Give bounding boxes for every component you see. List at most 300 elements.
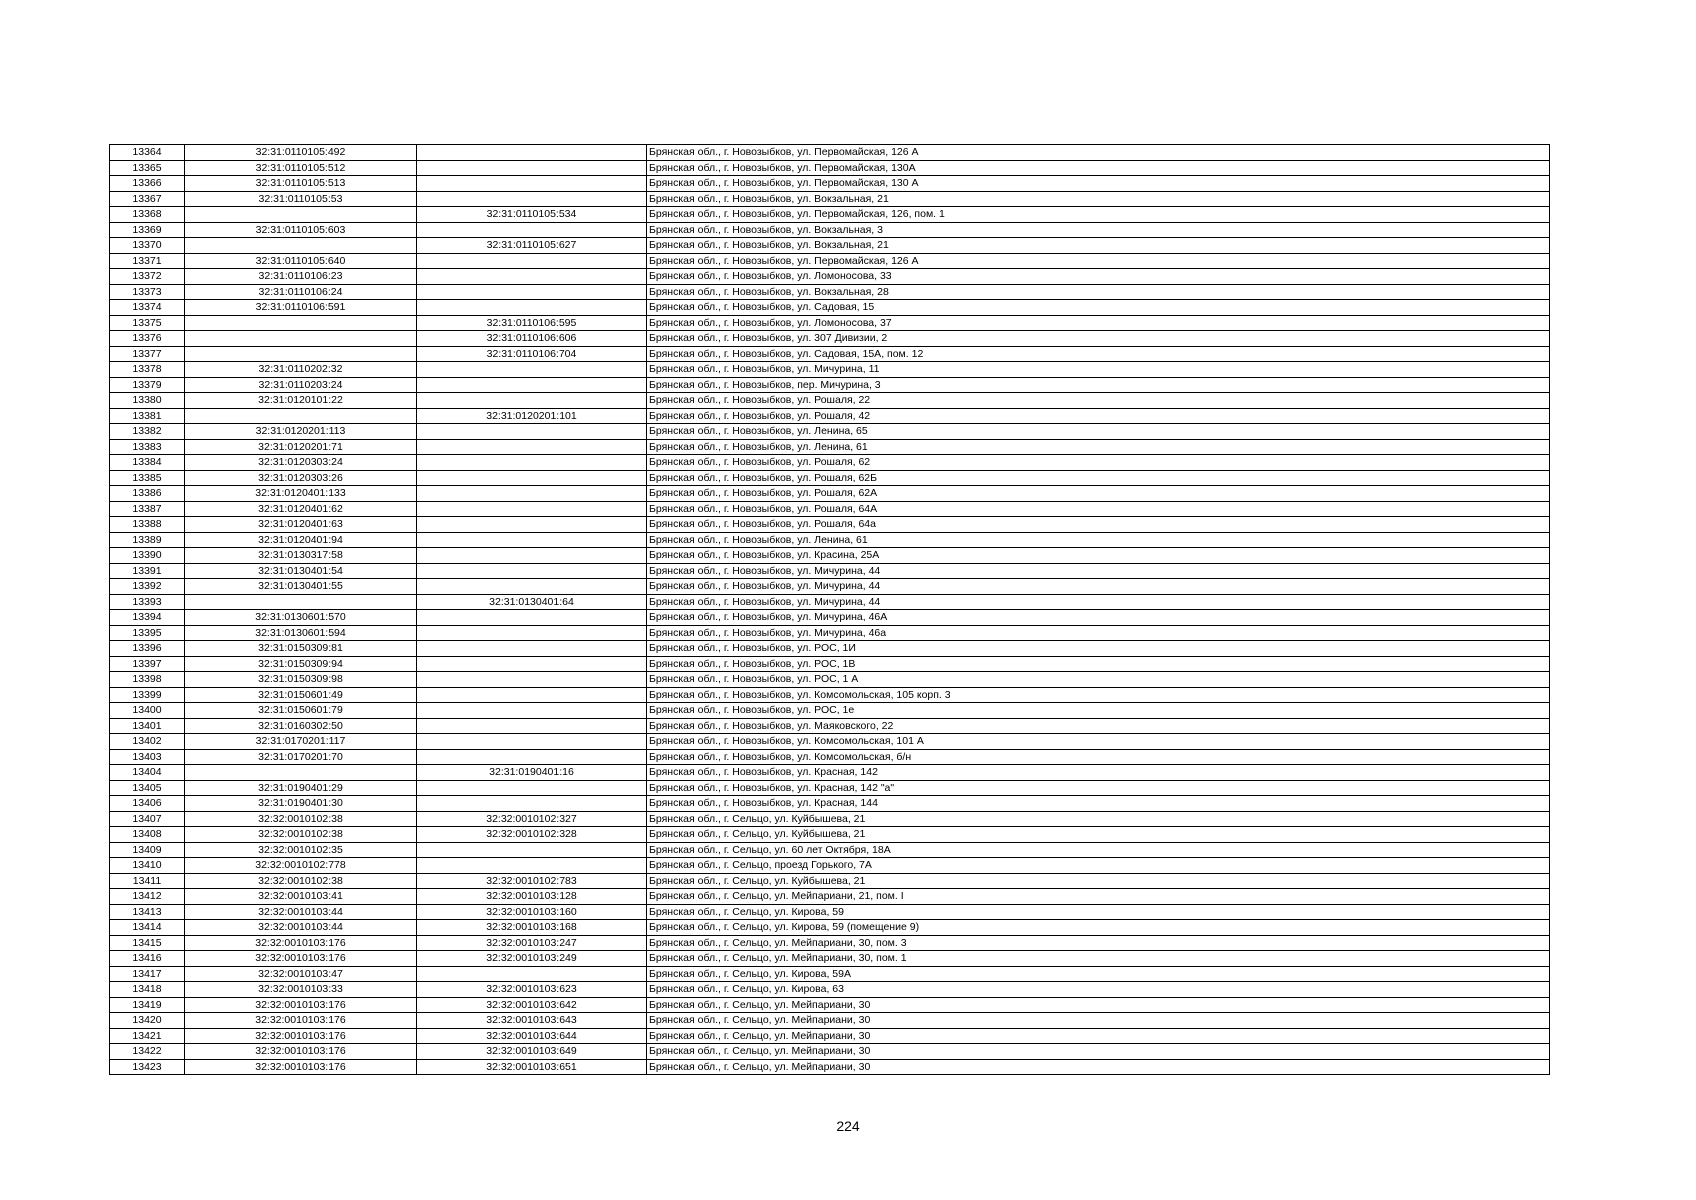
record-number-cell: 13396: [110, 641, 185, 657]
table-row: [110, 346, 1550, 362]
cadastral-number-cell: 32:31:0150309:94: [185, 656, 417, 672]
address-cell: Брянская обл., г. Новозыбков, ул. 307 Дивизии, 2: [647, 331, 1550, 347]
record-number-cell: 13381: [110, 408, 185, 424]
sub-cadastral-number-cell: [417, 300, 647, 316]
record-number-cell: 13370: [110, 238, 185, 254]
sub-cadastral-number-cell: [417, 191, 647, 207]
table-row: [110, 610, 1550, 626]
cadastral-number-cell: [185, 238, 417, 254]
address-cell: Брянская обл., г. Новозыбков, ул. Рошаля, 62: [647, 455, 1550, 471]
record-number-cell: 13423: [110, 1059, 185, 1075]
address-cell: Брянская обл., г. Сельцо, ул. 60 лет Октября, 18А: [647, 842, 1550, 858]
sub-cadastral-number-cell: [417, 176, 647, 192]
record-number-cell: 13390: [110, 548, 185, 564]
cadastral-number-cell: 32:31:0110105:53: [185, 191, 417, 207]
address-cell: Брянская обл., г. Новозыбков, ул. Мичурина, 44: [647, 563, 1550, 579]
address-cell: Брянская обл., г. Новозыбков, пер. Мичурина, 3: [647, 377, 1550, 393]
address-cell: Брянская обл., г. Новозыбков, ул. Ломоносова, 37: [647, 315, 1550, 331]
sub-cadastral-number-cell: 32:32:0010103:649: [417, 1044, 647, 1060]
sub-cadastral-number-cell: [417, 610, 647, 626]
sub-cadastral-number-cell: [417, 734, 647, 750]
address-cell: Брянская обл., г. Новозыбков, ул. Мичурина, 46а: [647, 625, 1550, 641]
table-row: [110, 563, 1550, 579]
address-cell: Брянская обл., г. Сельцо, ул. Мейпариани, 30: [647, 1059, 1550, 1075]
address-cell: Брянская обл., г. Сельцо, проезд Горького, 7А: [647, 858, 1550, 874]
sub-cadastral-number-cell: [417, 966, 647, 982]
record-number-cell: 13386: [110, 486, 185, 502]
cadastral-number-cell: 32:31:0110106:23: [185, 269, 417, 285]
sub-cadastral-number-cell: [417, 362, 647, 378]
cadastral-number-cell: 32:31:0160302:50: [185, 718, 417, 734]
table-row: [110, 393, 1550, 409]
sub-cadastral-number-cell: 32:32:0010103:643: [417, 1013, 647, 1029]
sub-cadastral-number-cell: [417, 269, 647, 285]
table-row: [110, 796, 1550, 812]
cadastral-number-cell: [185, 765, 417, 781]
table-row: [110, 548, 1550, 564]
address-cell: Брянская обл., г. Сельцо, ул. Мейпариани, 30: [647, 997, 1550, 1013]
table-row: [110, 687, 1550, 703]
record-number-cell: 13385: [110, 470, 185, 486]
table-row: [110, 424, 1550, 440]
address-cell: Брянская обл., г. Сельцо, ул. Мейпариани, 30, пом. 1: [647, 951, 1550, 967]
address-cell: Брянская обл., г. Новозыбков, ул. Мичурина, 11: [647, 362, 1550, 378]
cadastral-number-cell: 32:31:0110105:492: [185, 145, 417, 161]
address-cell: Брянская обл., г. Новозыбков, ул. Красная, 142 "а": [647, 780, 1550, 796]
table-row: [110, 238, 1550, 254]
cadastral-number-cell: [185, 594, 417, 610]
sub-cadastral-number-cell: [417, 858, 647, 874]
cadastral-number-cell: 32:32:0010102:35: [185, 842, 417, 858]
sub-cadastral-number-cell: 32:32:0010103:247: [417, 935, 647, 951]
address-cell: Брянская обл., г. Новозыбков, ул. Рошаля, 42: [647, 408, 1550, 424]
table-row: [110, 377, 1550, 393]
table-row: [110, 160, 1550, 176]
address-cell: Брянская обл., г. Новозыбков, ул. Ленина, 65: [647, 424, 1550, 440]
sub-cadastral-number-cell: [417, 393, 647, 409]
address-cell: Брянская обл., г. Новозыбков, ул. Вокзальная, 28: [647, 284, 1550, 300]
record-number-cell: 13422: [110, 1044, 185, 1060]
sub-cadastral-number-cell: 32:31:0120201:101: [417, 408, 647, 424]
table-row: [110, 780, 1550, 796]
address-cell: Брянская обл., г. Новозыбков, ул. Ленина, 61: [647, 439, 1550, 455]
address-cell: Брянская обл., г. Новозыбков, ул. РОС, 1е: [647, 703, 1550, 719]
record-number-cell: 13389: [110, 532, 185, 548]
table-row: [110, 331, 1550, 347]
record-number-cell: 13414: [110, 920, 185, 936]
sub-cadastral-number-cell: [417, 284, 647, 300]
cadastral-number-cell: 32:32:0010103:176: [185, 997, 417, 1013]
table-row: [110, 656, 1550, 672]
record-number-cell: 13404: [110, 765, 185, 781]
table-row: [110, 889, 1550, 905]
record-number-cell: 13419: [110, 997, 185, 1013]
table-row: [110, 858, 1550, 874]
table-row: [110, 827, 1550, 843]
table-row: [110, 222, 1550, 238]
table-row: [110, 718, 1550, 734]
record-number-cell: 13418: [110, 982, 185, 998]
record-number-cell: 13421: [110, 1028, 185, 1044]
address-cell: Брянская обл., г. Сельцо, ул. Мейпариани, 30: [647, 1028, 1550, 1044]
sub-cadastral-number-cell: 32:31:0130401:64: [417, 594, 647, 610]
sub-cadastral-number-cell: [417, 703, 647, 719]
cadastral-number-cell: 32:31:0190401:29: [185, 780, 417, 796]
address-cell: Брянская обл., г. Новозыбков, ул. Комсомольская, 101 А: [647, 734, 1550, 750]
record-number-cell: 13417: [110, 966, 185, 982]
record-number-cell: 13400: [110, 703, 185, 719]
record-number-cell: 13366: [110, 176, 185, 192]
address-cell: Брянская обл., г. Сельцо, ул. Кирова, 59 (помещение 9): [647, 920, 1550, 936]
cadastral-number-cell: 32:31:0120101:22: [185, 393, 417, 409]
address-cell: Брянская обл., г. Новозыбков, ул. Садовая, 15А, пом. 12: [647, 346, 1550, 362]
table-row: [110, 315, 1550, 331]
cadastral-number-cell: 32:31:0110105:603: [185, 222, 417, 238]
cadastral-number-cell: 32:31:0110105:640: [185, 253, 417, 269]
address-cell: Брянская обл., г. Новозыбков, ул. Первомайская, 126 А: [647, 253, 1550, 269]
cadastral-number-cell: 32:31:0130317:58: [185, 548, 417, 564]
sub-cadastral-number-cell: 32:32:0010103:644: [417, 1028, 647, 1044]
sub-cadastral-number-cell: [417, 780, 647, 796]
cadastral-number-cell: 32:31:0120401:133: [185, 486, 417, 502]
sub-cadastral-number-cell: 32:31:0110106:595: [417, 315, 647, 331]
sub-cadastral-number-cell: [417, 656, 647, 672]
sub-cadastral-number-cell: [417, 486, 647, 502]
table-row: [110, 935, 1550, 951]
table-row: [110, 594, 1550, 610]
sub-cadastral-number-cell: [417, 424, 647, 440]
cadastral-number-cell: 32:31:0110106:591: [185, 300, 417, 316]
table-row: [110, 703, 1550, 719]
address-cell: Брянская обл., г. Сельцо, ул. Кирова, 59А: [647, 966, 1550, 982]
address-cell: Брянская обл., г. Новозыбков, ул. РОС, 1 А: [647, 672, 1550, 688]
record-number-cell: 13379: [110, 377, 185, 393]
table-row: [110, 982, 1550, 998]
cadastral-number-cell: 32:31:0130401:54: [185, 563, 417, 579]
address-cell: Брянская обл., г. Новозыбков, ул. Ломоносова, 33: [647, 269, 1550, 285]
sub-cadastral-number-cell: [417, 455, 647, 471]
cadastral-number-cell: [185, 331, 417, 347]
address-cell: Брянская обл., г. Сельцо, ул. Мейпариани, 30, пом. 3: [647, 935, 1550, 951]
sub-cadastral-number-cell: [417, 687, 647, 703]
table-row: [110, 873, 1550, 889]
table-row: [110, 532, 1550, 548]
sub-cadastral-number-cell: 32:32:0010103:168: [417, 920, 647, 936]
sub-cadastral-number-cell: [417, 796, 647, 812]
cadastral-number-cell: [185, 346, 417, 362]
cadastral-number-cell: 32:32:0010103:176: [185, 935, 417, 951]
record-number-cell: 13377: [110, 346, 185, 362]
address-cell: Брянская обл., г. Новозыбков, ул. Первомайская, 126 А: [647, 145, 1550, 161]
table-row: [110, 904, 1550, 920]
sub-cadastral-number-cell: 32:32:0010103:642: [417, 997, 647, 1013]
record-number-cell: 13392: [110, 579, 185, 595]
record-number-cell: 13407: [110, 811, 185, 827]
cadastral-number-cell: 32:32:0010102:38: [185, 827, 417, 843]
sub-cadastral-number-cell: [417, 718, 647, 734]
cadastral-number-cell: 32:31:0170201:70: [185, 749, 417, 765]
address-cell: Брянская обл., г. Сельцо, ул. Кирова, 63: [647, 982, 1550, 998]
table-row: [110, 1059, 1550, 1075]
table-row: [110, 920, 1550, 936]
sub-cadastral-number-cell: 32:32:0010102:328: [417, 827, 647, 843]
cadastral-number-cell: 32:32:0010102:778: [185, 858, 417, 874]
cadastral-number-cell: 32:31:0150601:79: [185, 703, 417, 719]
record-number-cell: 13413: [110, 904, 185, 920]
sub-cadastral-number-cell: [417, 501, 647, 517]
record-number-cell: 13380: [110, 393, 185, 409]
sub-cadastral-number-cell: [417, 563, 647, 579]
page-number: 224: [836, 1118, 860, 1134]
table-row: [110, 439, 1550, 455]
table-row: [110, 362, 1550, 378]
record-number-cell: 13372: [110, 269, 185, 285]
table-row: [110, 517, 1550, 533]
cadastral-number-cell: 32:32:0010102:38: [185, 873, 417, 889]
cadastral-number-cell: 32:31:0120201:71: [185, 439, 417, 455]
table-row: [110, 470, 1550, 486]
sub-cadastral-number-cell: [417, 749, 647, 765]
address-cell: Брянская обл., г. Новозыбков, ул. Маяковского, 22: [647, 718, 1550, 734]
cadastral-number-cell: 32:31:0150601:49: [185, 687, 417, 703]
cadastral-number-cell: 32:31:0110106:24: [185, 284, 417, 300]
cadastral-number-cell: 32:31:0110202:32: [185, 362, 417, 378]
sub-cadastral-number-cell: [417, 222, 647, 238]
address-cell: Брянская обл., г. Новозыбков, ул. Рошаля, 22: [647, 393, 1550, 409]
record-number-cell: 13398: [110, 672, 185, 688]
address-cell: Брянская обл., г. Новозыбков, ул. Мичурина, 44: [647, 579, 1550, 595]
cadastral-number-cell: 32:31:0130601:594: [185, 625, 417, 641]
table-row: [110, 734, 1550, 750]
sub-cadastral-number-cell: [417, 470, 647, 486]
record-number-cell: 13412: [110, 889, 185, 905]
address-cell: Брянская обл., г. Сельцо, ул. Мейпариани, 30: [647, 1013, 1550, 1029]
cadastral-number-cell: 32:31:0150309:81: [185, 641, 417, 657]
sub-cadastral-number-cell: [417, 253, 647, 269]
address-cell: Брянская обл., г. Новозыбков, ул. Мичурина, 44: [647, 594, 1550, 610]
address-cell: Брянская обл., г. Новозыбков, ул. Садовая, 15: [647, 300, 1550, 316]
record-number-cell: 13415: [110, 935, 185, 951]
sub-cadastral-number-cell: 32:32:0010103:128: [417, 889, 647, 905]
sub-cadastral-number-cell: [417, 579, 647, 595]
cadastral-number-cell: 32:31:0120401:62: [185, 501, 417, 517]
address-cell: Брянская обл., г. Новозыбков, ул. Вокзальная, 21: [647, 191, 1550, 207]
table-row: [110, 749, 1550, 765]
cadastral-number-cell: 32:31:0120401:63: [185, 517, 417, 533]
address-cell: Брянская обл., г. Новозыбков, ул. Комсомольская, 105 корп. 3: [647, 687, 1550, 703]
property-register-body: [110, 145, 1550, 1075]
sub-cadastral-number-cell: [417, 641, 647, 657]
table-row: [110, 408, 1550, 424]
table-row: [110, 811, 1550, 827]
address-cell: Брянская обл., г. Новозыбков, ул. Ленина, 61: [647, 532, 1550, 548]
cadastral-number-cell: [185, 408, 417, 424]
record-number-cell: 13368: [110, 207, 185, 223]
table-row: [110, 176, 1550, 192]
table-row: [110, 579, 1550, 595]
table-row: [110, 641, 1550, 657]
cadastral-number-cell: 32:32:0010103:176: [185, 1044, 417, 1060]
table-row: [110, 1044, 1550, 1060]
address-cell: Брянская обл., г. Сельцо, ул. Мейпариани, 30: [647, 1044, 1550, 1060]
table-row: [110, 486, 1550, 502]
record-number-cell: 13401: [110, 718, 185, 734]
table-row: [110, 145, 1550, 161]
table-row: [110, 951, 1550, 967]
sub-cadastral-number-cell: 32:32:0010103:651: [417, 1059, 647, 1075]
record-number-cell: 13382: [110, 424, 185, 440]
sub-cadastral-number-cell: 32:32:0010103:623: [417, 982, 647, 998]
record-number-cell: 13388: [110, 517, 185, 533]
table-row: [110, 625, 1550, 641]
sub-cadastral-number-cell: 32:31:0110106:606: [417, 331, 647, 347]
address-cell: Брянская обл., г. Новозыбков, ул. Первомайская, 126, пом. 1: [647, 207, 1550, 223]
cadastral-number-cell: 32:32:0010103:44: [185, 920, 417, 936]
record-number-cell: 13365: [110, 160, 185, 176]
record-number-cell: 13408: [110, 827, 185, 843]
address-cell: Брянская обл., г. Сельцо, ул. Кирова, 59: [647, 904, 1550, 920]
record-number-cell: 13378: [110, 362, 185, 378]
table-row: [110, 455, 1550, 471]
address-cell: Брянская обл., г. Новозыбков, ул. Красина, 25А: [647, 548, 1550, 564]
cadastral-number-cell: 32:31:0130601:570: [185, 610, 417, 626]
table-row: [110, 284, 1550, 300]
table-row: [110, 1028, 1550, 1044]
table-row: [110, 966, 1550, 982]
record-number-cell: 13384: [110, 455, 185, 471]
record-number-cell: 13405: [110, 780, 185, 796]
sub-cadastral-number-cell: 32:32:0010102:783: [417, 873, 647, 889]
sub-cadastral-number-cell: [417, 842, 647, 858]
record-number-cell: 13383: [110, 439, 185, 455]
table-row: [110, 672, 1550, 688]
record-number-cell: 13374: [110, 300, 185, 316]
record-number-cell: 13394: [110, 610, 185, 626]
record-number-cell: 13406: [110, 796, 185, 812]
record-number-cell: 13369: [110, 222, 185, 238]
table-row: [110, 269, 1550, 285]
address-cell: Брянская обл., г. Новозыбков, ул. Первомайская, 130 А: [647, 176, 1550, 192]
sub-cadastral-number-cell: 32:32:0010102:327: [417, 811, 647, 827]
cadastral-number-cell: 32:31:0120201:113: [185, 424, 417, 440]
record-number-cell: 13387: [110, 501, 185, 517]
sub-cadastral-number-cell: 32:31:0110105:534: [417, 207, 647, 223]
address-cell: Брянская обл., г. Новозыбков, ул. Рошаля, 62Б: [647, 470, 1550, 486]
cadastral-number-cell: 32:32:0010103:47: [185, 966, 417, 982]
cadastral-number-cell: 32:31:0170201:117: [185, 734, 417, 750]
sub-cadastral-number-cell: 32:32:0010103:249: [417, 951, 647, 967]
cadastral-number-cell: 32:31:0120303:26: [185, 470, 417, 486]
address-cell: Брянская обл., г. Новозыбков, ул. Красная, 142: [647, 765, 1550, 781]
sub-cadastral-number-cell: [417, 377, 647, 393]
address-cell: Брянская обл., г. Сельцо, ул. Куйбышева, 21: [647, 873, 1550, 889]
record-number-cell: 13371: [110, 253, 185, 269]
table-row: [110, 501, 1550, 517]
sub-cadastral-number-cell: [417, 160, 647, 176]
record-number-cell: 13416: [110, 951, 185, 967]
record-number-cell: 13367: [110, 191, 185, 207]
address-cell: Брянская обл., г. Новозыбков, ул. Рошаля, 62А: [647, 486, 1550, 502]
cadastral-number-cell: 32:32:0010103:176: [185, 1028, 417, 1044]
table-row: [110, 300, 1550, 316]
sub-cadastral-number-cell: [417, 625, 647, 641]
sub-cadastral-number-cell: 32:31:0190401:16: [417, 765, 647, 781]
cadastral-number-cell: 32:31:0190401:30: [185, 796, 417, 812]
record-number-cell: 13411: [110, 873, 185, 889]
table-row: [110, 207, 1550, 223]
record-number-cell: 13402: [110, 734, 185, 750]
table-row: [110, 253, 1550, 269]
cadastral-number-cell: 32:31:0150309:98: [185, 672, 417, 688]
record-number-cell: 13373: [110, 284, 185, 300]
address-cell: Брянская обл., г. Новозыбков, ул. Вокзальная, 3: [647, 222, 1550, 238]
record-number-cell: 13376: [110, 331, 185, 347]
address-cell: Брянская обл., г. Новозыбков, ул. Мичурина, 46А: [647, 610, 1550, 626]
cadastral-number-cell: 32:32:0010103:33: [185, 982, 417, 998]
table-row: [110, 765, 1550, 781]
address-cell: Брянская обл., г. Новозыбков, ул. Комсомольская, б/н: [647, 749, 1550, 765]
record-number-cell: 13397: [110, 656, 185, 672]
table-row: [110, 191, 1550, 207]
cadastral-number-cell: 32:32:0010103:44: [185, 904, 417, 920]
sub-cadastral-number-cell: [417, 548, 647, 564]
cadastral-number-cell: 32:31:0120401:94: [185, 532, 417, 548]
record-number-cell: 13395: [110, 625, 185, 641]
table-row: [110, 997, 1550, 1013]
record-number-cell: 13399: [110, 687, 185, 703]
address-cell: Брянская обл., г. Новозыбков, ул. Рошаля, 64А: [647, 501, 1550, 517]
sub-cadastral-number-cell: [417, 145, 647, 161]
record-number-cell: 13410: [110, 858, 185, 874]
cadastral-number-cell: [185, 207, 417, 223]
address-cell: Брянская обл., г. Сельцо, ул. Куйбышева, 21: [647, 827, 1550, 843]
record-number-cell: 13420: [110, 1013, 185, 1029]
address-cell: Брянская обл., г. Новозыбков, ул. РОС, 1И: [647, 641, 1550, 657]
sub-cadastral-number-cell: 32:31:0110105:627: [417, 238, 647, 254]
cadastral-number-cell: 32:31:0130401:55: [185, 579, 417, 595]
cadastral-number-cell: 32:32:0010103:176: [185, 951, 417, 967]
sub-cadastral-number-cell: [417, 672, 647, 688]
address-cell: Брянская обл., г. Новозыбков, ул. Рошаля, 64а: [647, 517, 1550, 533]
sub-cadastral-number-cell: 32:32:0010103:160: [417, 904, 647, 920]
record-number-cell: 13409: [110, 842, 185, 858]
table-row: [110, 1013, 1550, 1029]
property-register-table: [109, 144, 1550, 1075]
cadastral-number-cell: 32:32:0010103:176: [185, 1013, 417, 1029]
record-number-cell: 13403: [110, 749, 185, 765]
cadastral-number-cell: 32:31:0110105:512: [185, 160, 417, 176]
record-number-cell: 13393: [110, 594, 185, 610]
sub-cadastral-number-cell: [417, 532, 647, 548]
sub-cadastral-number-cell: [417, 439, 647, 455]
address-cell: Брянская обл., г. Сельцо, ул. Мейпариани, 21, пом. I: [647, 889, 1550, 905]
address-cell: Брянская обл., г. Новозыбков, ул. Красная, 144: [647, 796, 1550, 812]
cadastral-number-cell: 32:32:0010102:38: [185, 811, 417, 827]
cadastral-number-cell: [185, 315, 417, 331]
table-row: [110, 842, 1550, 858]
cadastral-number-cell: 32:31:0110105:513: [185, 176, 417, 192]
address-cell: Брянская обл., г. Новозыбков, ул. РОС, 1В: [647, 656, 1550, 672]
address-cell: Брянская обл., г. Новозыбков, ул. Первомайская, 130А: [647, 160, 1550, 176]
cadastral-number-cell: 32:31:0120303:24: [185, 455, 417, 471]
cadastral-number-cell: 32:31:0110203:24: [185, 377, 417, 393]
address-cell: Брянская обл., г. Сельцо, ул. Куйбышева, 21: [647, 811, 1550, 827]
record-number-cell: 13375: [110, 315, 185, 331]
cadastral-number-cell: 32:32:0010103:176: [185, 1059, 417, 1075]
record-number-cell: 13364: [110, 145, 185, 161]
cadastral-number-cell: 32:32:0010103:41: [185, 889, 417, 905]
sub-cadastral-number-cell: 32:31:0110106:704: [417, 346, 647, 362]
